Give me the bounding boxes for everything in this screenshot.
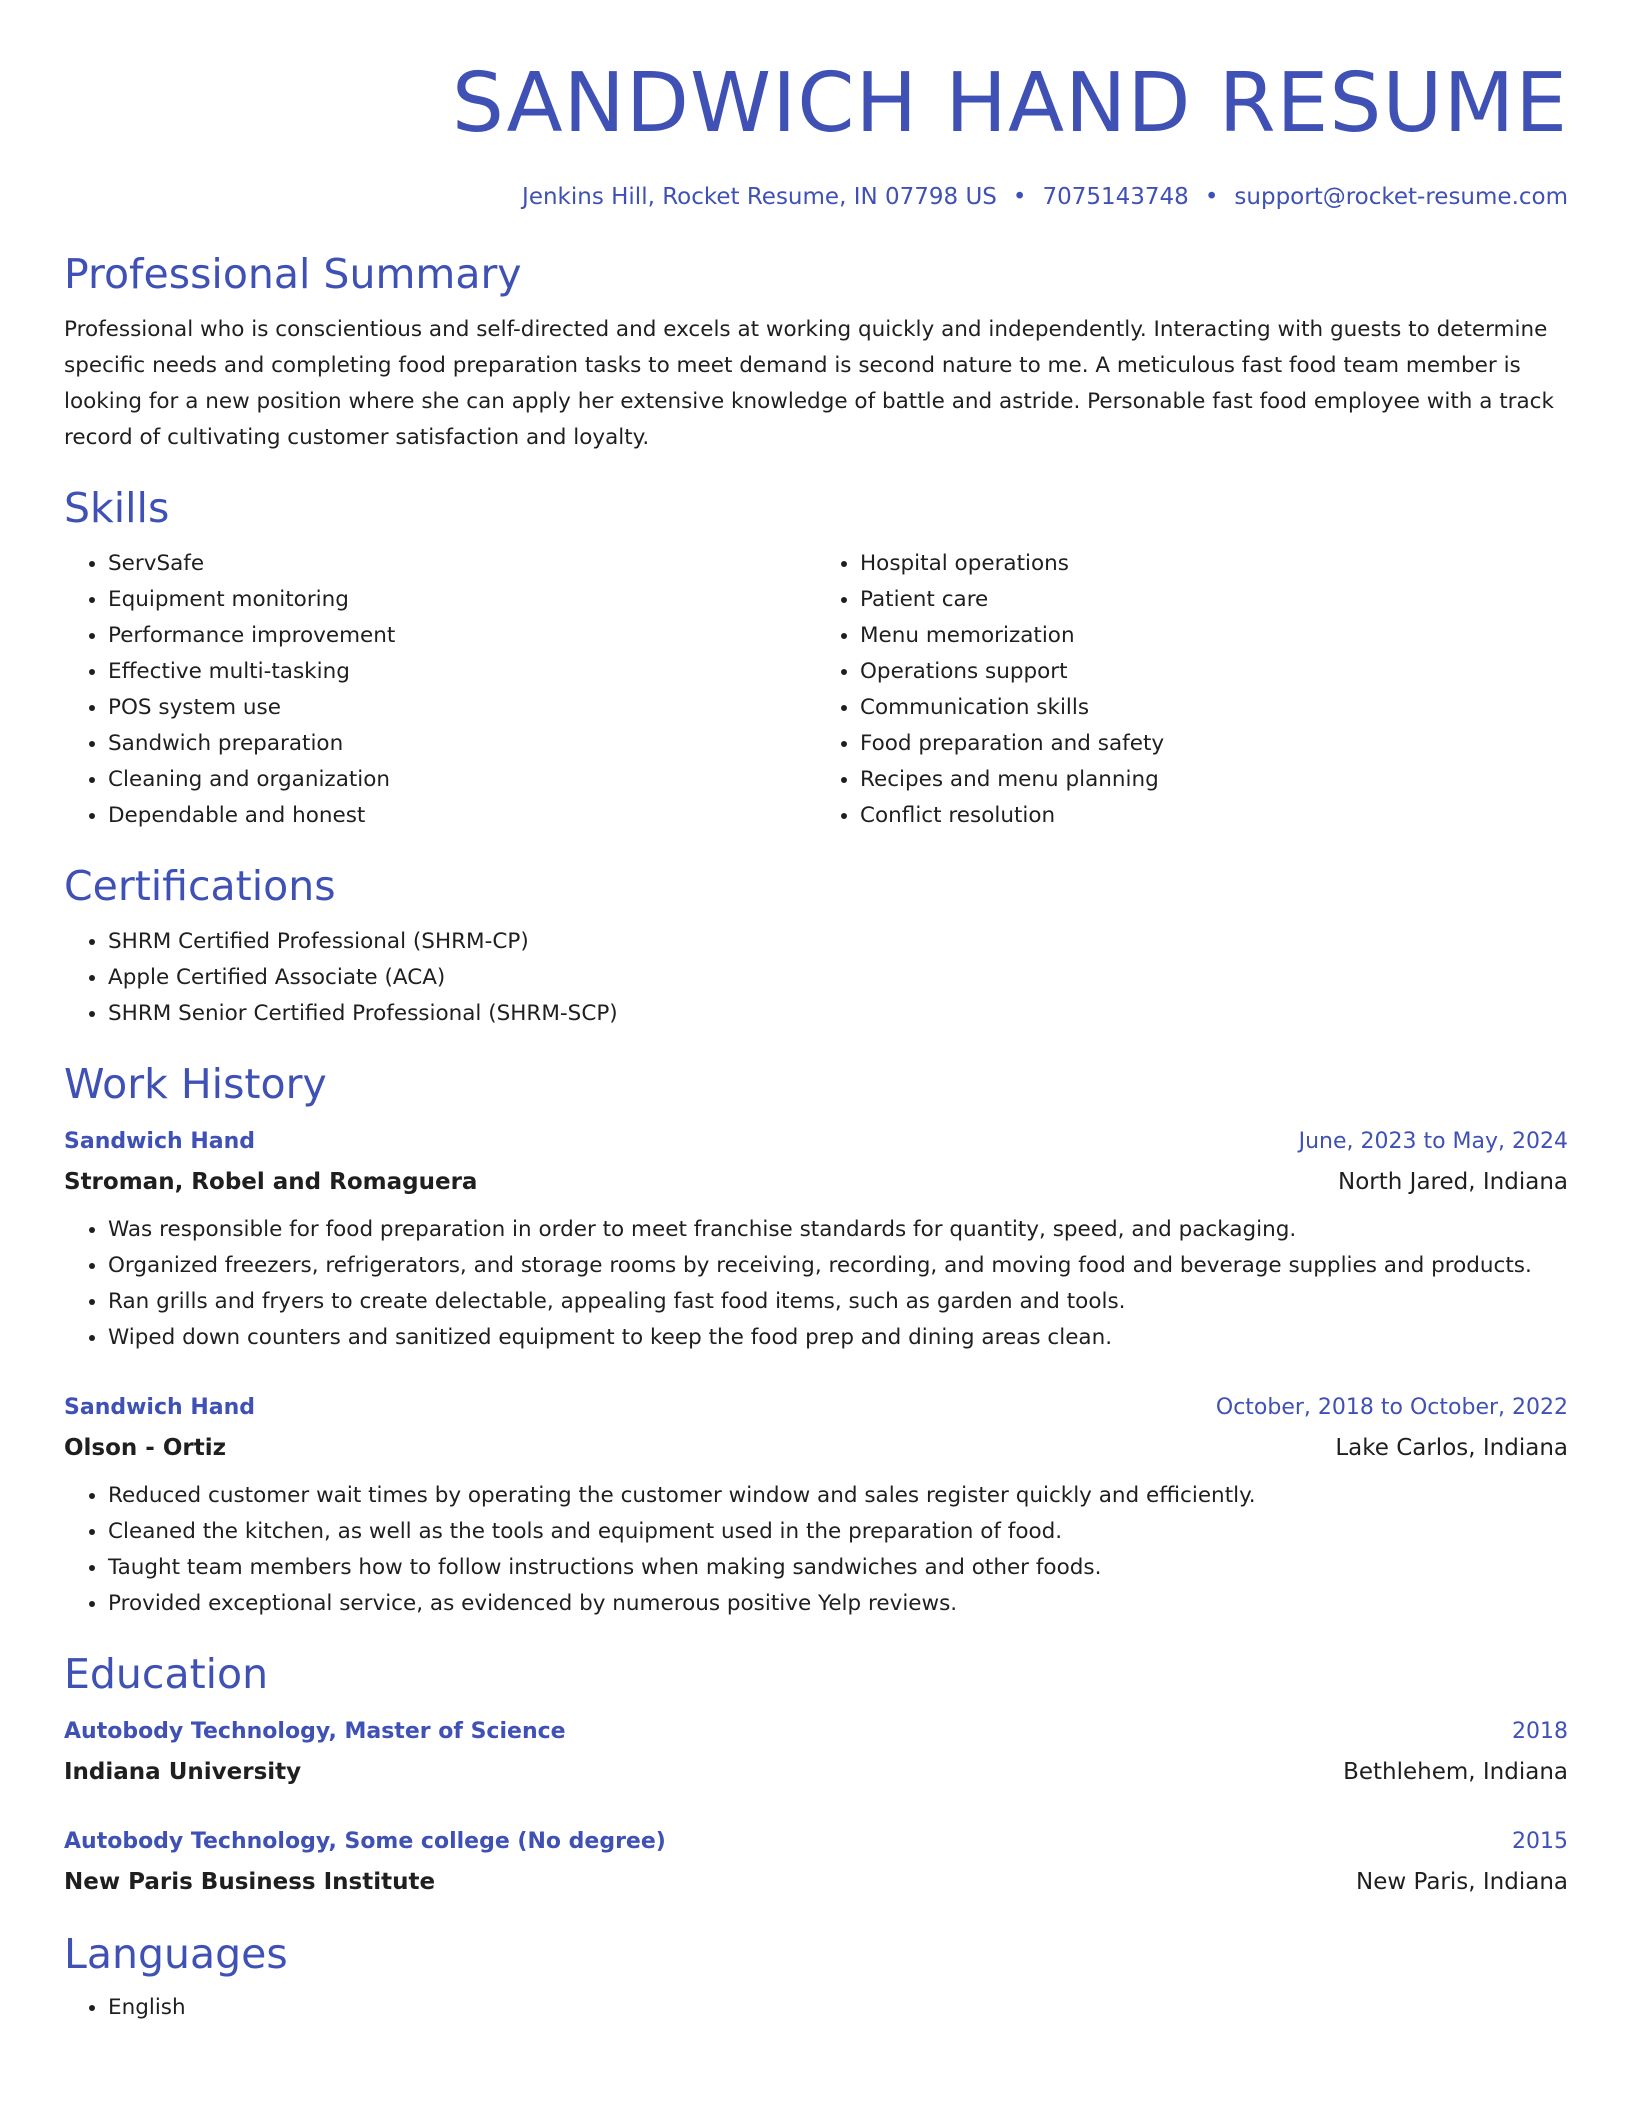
certifications-list — [64, 924, 1568, 1032]
languages-list — [64, 1990, 1568, 2026]
education-school-row — [64, 1752, 1568, 1792]
job-title: Sandwich Hand — [64, 1129, 255, 1154]
job-company-row — [64, 1162, 1568, 1202]
education-location: Bethlehem, Indiana — [1343, 1759, 1568, 1785]
skill-item: • Communication skills — [860, 690, 1568, 726]
job-company: Olson - Ortiz — [64, 1435, 227, 1461]
job-bullet: • Reduced customer wait times by operating the customer window and sales register quickly and efficiently. — [108, 1478, 1568, 1514]
skills-column-right — [816, 546, 1568, 834]
separator-dot: • — [1012, 184, 1027, 210]
job-bullet: • Cleaned the kitchen, as well as the tools and equipment used in the preparation of food. — [108, 1514, 1568, 1550]
job-bullet: • Wiped down counters and sanitized equipment to keep the food prep and dining areas clean. — [108, 1320, 1568, 1356]
contact-email: support@rocket-resume.com — [1234, 184, 1568, 210]
skill-item: • Menu memorization — [860, 618, 1568, 654]
job-dates: October, 2018 to October, 2022 — [1215, 1395, 1568, 1420]
skill-item: • Cleaning and organization — [108, 762, 816, 798]
job-bullet: • Was responsible for food preparation in order to meet franchise standards for quantity, speed, and packaging. — [108, 1212, 1568, 1248]
education-location: New Paris, Indiana — [1356, 1869, 1568, 1895]
education-year: 2015 — [1512, 1829, 1568, 1854]
resume-page — [64, 0, 1568, 2026]
education-school: New Paris Business Institute — [64, 1869, 436, 1895]
section-title-work-history: Work History — [64, 1060, 327, 1108]
job-entry — [64, 1122, 1568, 1356]
job-bullet: • Provided exceptional service, as evidenced by numerous positive Yelp reviews. — [108, 1586, 1568, 1622]
certification-item: • Apple Certified Associate (ACA) — [108, 960, 1568, 996]
job-company-row — [64, 1428, 1568, 1468]
job-bullets — [64, 1212, 1568, 1356]
skill-item: • Effective multi-tasking — [108, 654, 816, 690]
contact-line — [64, 178, 1568, 216]
section-title-summary: Professional Summary — [64, 250, 522, 298]
job-bullet: • Ran grills and fryers to create delectable, appealing fast food items, such as garden and tools. — [108, 1284, 1568, 1320]
language-item: • English — [108, 1990, 1568, 2026]
skill-item: • Hospital operations — [860, 546, 1568, 582]
certification-item: • SHRM Senior Certified Professional (SHRM-SCP) — [108, 996, 1568, 1032]
education-header-row — [64, 1822, 1568, 1862]
skill-item: • Operations support — [860, 654, 1568, 690]
certification-item: • SHRM Certified Professional (SHRM-CP) — [108, 924, 1568, 960]
skill-item: • ServSafe — [108, 546, 816, 582]
education-year: 2018 — [1512, 1719, 1568, 1744]
education-entry — [64, 1712, 1568, 1792]
skill-item: • Sandwich preparation — [108, 726, 816, 762]
skills-column-left — [64, 546, 816, 834]
job-header-row — [64, 1122, 1568, 1162]
skill-item: • Performance improvement — [108, 618, 816, 654]
education-degree: Autobody Technology, Some college (No degree) — [64, 1829, 666, 1854]
section-title-skills: Skills — [64, 484, 170, 532]
job-location: Lake Carlos, Indiana — [1335, 1435, 1568, 1461]
resume-title: SANDWICH HAND RESUME — [451, 56, 1568, 151]
job-header-row — [64, 1388, 1568, 1428]
summary-text: Professional who is conscientious and self-directed and excels at working quickly and independently. Interacting with guests to determine specific needs and completing food preparation tasks to meet demand is second nature to me. A meticulous fast food team member is looking for a new position where she can apply her extensive knowledge of battle and astride. Personable fast food employee with a track record of cultivating customer satisfaction and loyalty. — [64, 317, 1554, 450]
job-bullets — [64, 1478, 1568, 1622]
contact-phone: 7075143748 — [1042, 184, 1189, 210]
section-title-languages: Languages — [64, 1930, 288, 1978]
job-company: Stroman, Robel and Romaguera — [64, 1169, 478, 1195]
education-degree: Autobody Technology, Master of Science — [64, 1719, 566, 1744]
skill-item: • Patient care — [860, 582, 1568, 618]
education-school: Indiana University — [64, 1759, 302, 1785]
job-entry — [64, 1388, 1568, 1622]
job-bullet: • Organized freezers, refrigerators, and storage rooms by receiving, recording, and moving food and beverage supplies and products. — [108, 1248, 1568, 1284]
separator-dot: • — [1204, 184, 1219, 210]
job-bullet: • Taught team members how to follow instructions when making sandwiches and other foods. — [108, 1550, 1568, 1586]
section-title-certifications: Certifications — [64, 862, 336, 910]
education-school-row — [64, 1862, 1568, 1902]
education-header-row — [64, 1712, 1568, 1752]
skills-list — [64, 546, 1568, 834]
skill-item: • POS system use — [108, 690, 816, 726]
job-location: North Jared, Indiana — [1338, 1169, 1568, 1195]
skill-item: • Conflict resolution — [860, 798, 1568, 834]
section-title-education: Education — [64, 1650, 269, 1698]
contact-address: Jenkins Hill, Rocket Resume, IN 07798 US — [522, 184, 997, 210]
skill-item: • Equipment monitoring — [108, 582, 816, 618]
job-title: Sandwich Hand — [64, 1395, 255, 1420]
skill-item: • Dependable and honest — [108, 798, 816, 834]
job-dates: June, 2023 to May, 2024 — [1298, 1129, 1568, 1154]
education-entry — [64, 1822, 1568, 1902]
skill-item: • Food preparation and safety — [860, 726, 1568, 762]
skill-item: • Recipes and menu planning — [860, 762, 1568, 798]
